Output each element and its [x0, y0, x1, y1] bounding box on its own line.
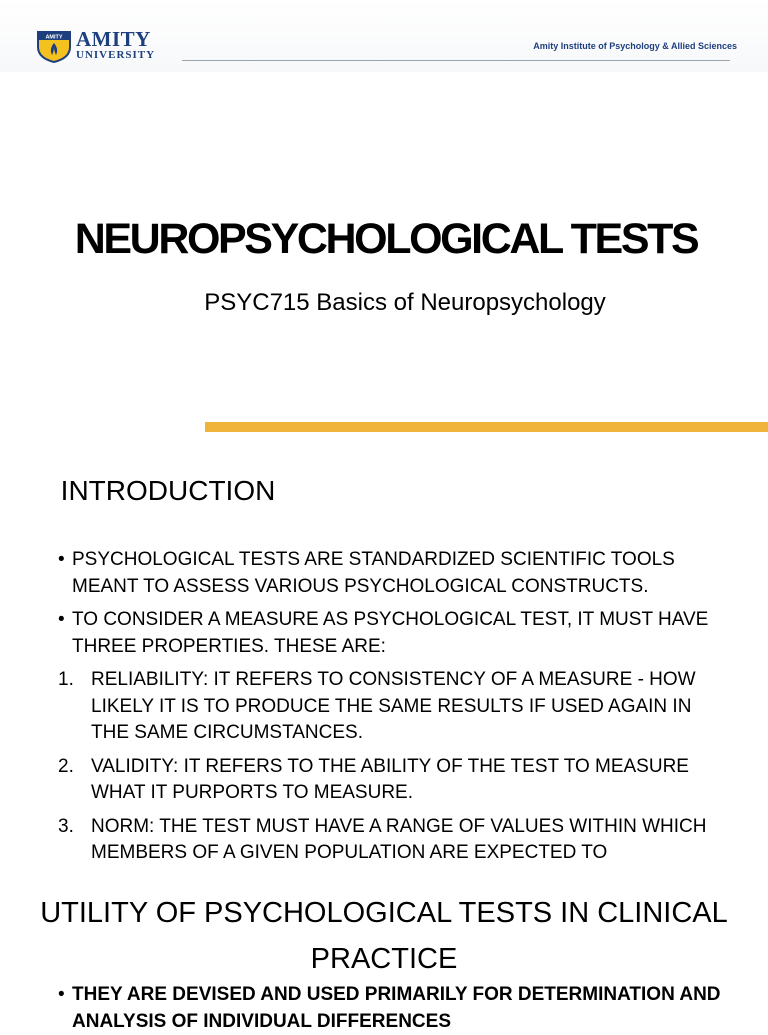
item-text: NORM: THE TEST MUST HAVE A RANGE OF VALUES WITHIN WHICH MEMBERS OF A GIVEN POPULATION ARE EXPECTED TO — [91, 815, 707, 863]
introduction-heading: INTRODUCTION — [60, 475, 276, 506]
logo-name: AMITY — [76, 27, 151, 51]
amity-logo — [36, 29, 170, 63]
list-item — [58, 607, 720, 660]
bullet-icon: • — [58, 984, 65, 1005]
header-rule — [182, 60, 730, 61]
logo-subname: UNIVERSITY — [76, 49, 156, 61]
bullet-icon: • — [58, 549, 65, 570]
item-text: VALIDITY: IT REFERS TO THE ABILITY OF THE TEST TO MEASURE WHAT IT PURPORTS TO MEASURE. — [91, 755, 689, 803]
bullet-text: THEY ARE DEVISED AND USED PRIMARILY FOR DETERMINATION AND ANALYSIS OF INDIVIDUAL DIFFERENCES — [72, 984, 721, 1032]
bullet-icon: • — [58, 609, 65, 630]
list-item — [58, 547, 720, 600]
item-number: 3. — [58, 815, 74, 837]
institute-name: Amity Institute of Psychology & Allied Sciences — [533, 41, 737, 51]
amity-shield-icon — [36, 29, 72, 63]
item-number: 1. — [58, 669, 74, 690]
utility-heading: UTILITY OF PSYCHOLOGICAL TESTS IN CLINICAL PRACTICE — [40, 897, 728, 975]
svg-text:AMITY: AMITY — [45, 34, 63, 41]
bullet-text: PSYCHOLOGICAL TESTS ARE STANDARDIZED SCIENTIFIC TOOLS MEANT TO ASSESS VARIOUS PSYCHOLOGICAL CONSTRUCTS. — [72, 549, 675, 597]
page-title: NEUROPSYCHOLOGICAL TESTS — [74, 215, 698, 263]
list-item — [58, 982, 734, 1035]
item-number: 2. — [58, 755, 74, 777]
introduction-content — [58, 547, 720, 874]
course-subtitle: PSYC715 Basics of Neuropsychology — [204, 289, 606, 316]
list-item — [58, 754, 720, 807]
accent-bar — [205, 422, 768, 432]
list-item — [58, 814, 720, 867]
item-text: RELIABILITY: IT REFERS TO CONSISTENCY OF A MEASURE - HOW LIKELY IT IS TO PRODUCE THE SAME RESULTS IF USED AGAIN IN THE SAME CIRCUMSTANCES. — [91, 669, 696, 743]
bullet-text: TO CONSIDER A MEASURE AS PSYCHOLOGICAL TEST, IT MUST HAVE THREE PROPERTIES. THESE ARE: — [72, 609, 709, 657]
list-item — [58, 667, 720, 747]
